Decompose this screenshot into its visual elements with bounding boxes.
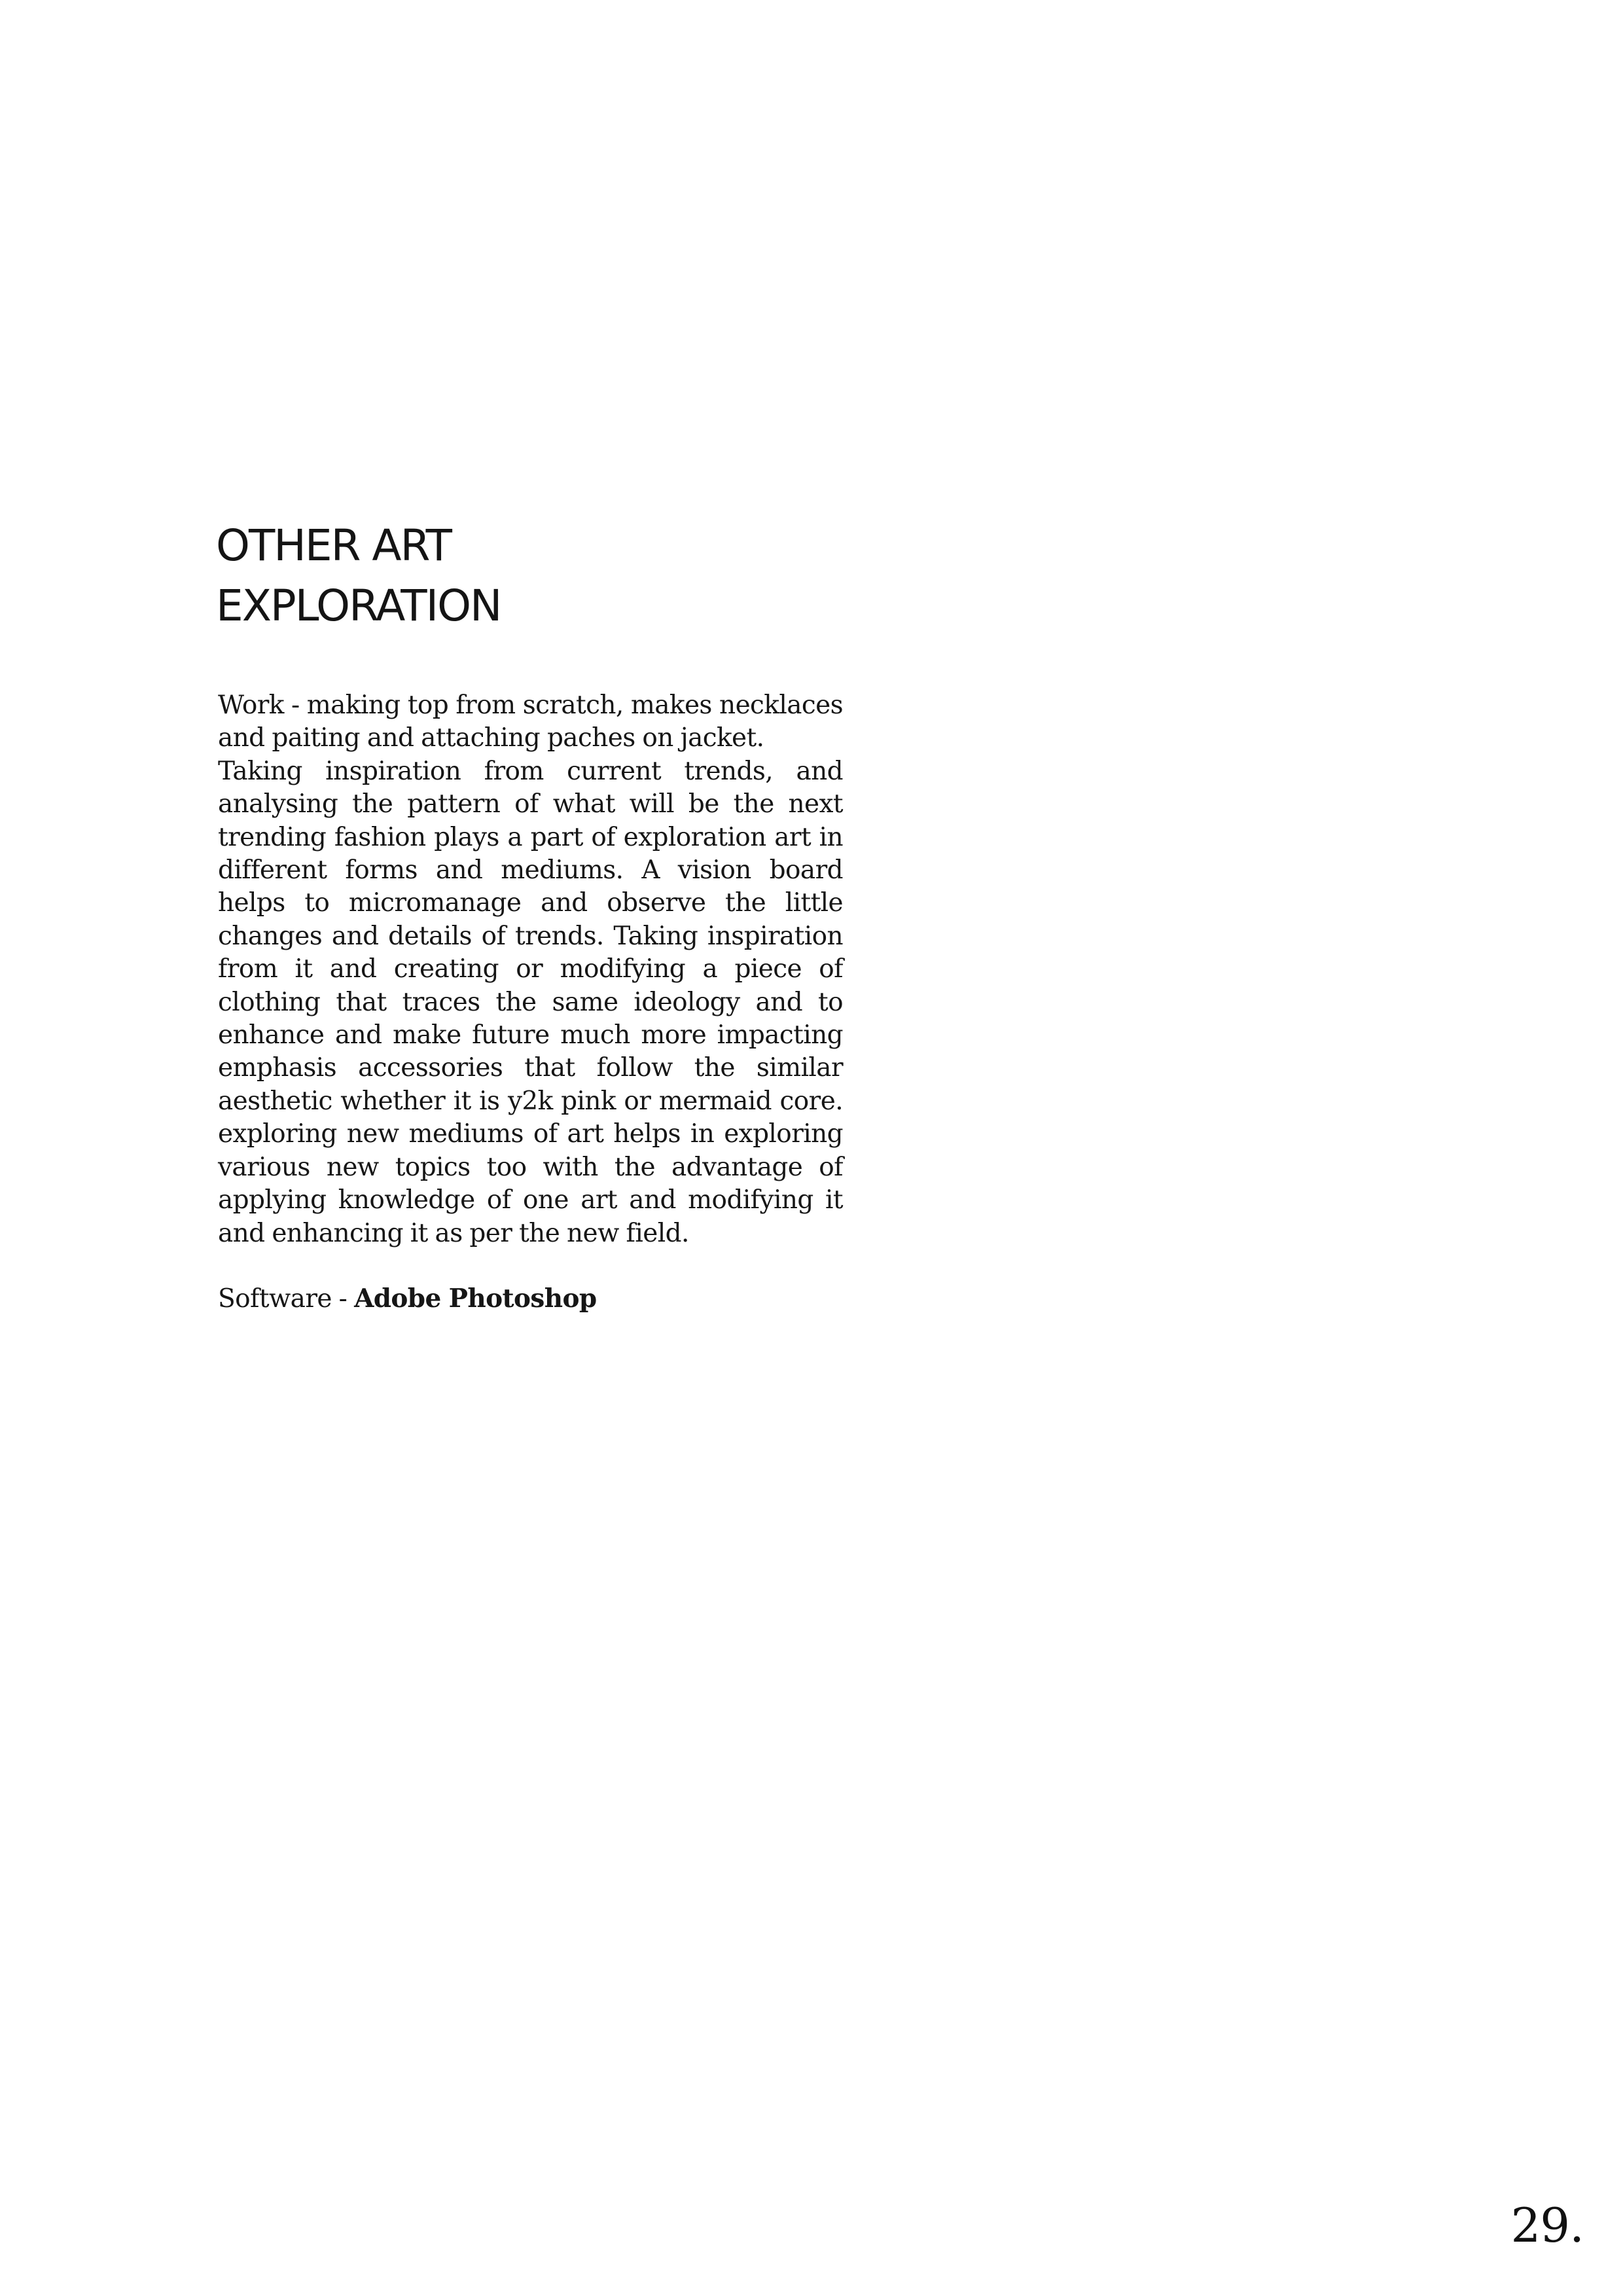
work-paragraph: Work - making top from scratch, makes necklaces and paiting and attaching paches on jacket. (218, 691, 843, 753)
page-title-line-1: OTHER ART (216, 520, 451, 571)
page-title-line-2: EXPLORATION (216, 581, 501, 631)
software-label: Software - (218, 1283, 348, 1314)
software-line (218, 1282, 843, 1316)
software-name: Adobe Photoshop (354, 1283, 597, 1314)
page-number: 29. (1510, 2198, 1584, 2253)
page-title (216, 516, 870, 636)
description-paragraph: Taking inspiration from current trends, and analysing the pattern of what will be the next trending fashion plays a part of exploration art in different forms and mediums. A vision board helps to micromanage and observe the little changes and details of trends. Taking inspiration from it and creating or modifying a piece of clothing that traces the same ideology and to enhance and make future much more impacting emphasis accessories that follow the similar aesthetic whether it is y2k pink or mermaid core. exploring new mediums of art helps in exploring various new topics too with the advantage of applying knowledge of one art and modifying it and enhancing it as per the new field. (218, 756, 843, 1248)
body-text-block (218, 689, 843, 1316)
